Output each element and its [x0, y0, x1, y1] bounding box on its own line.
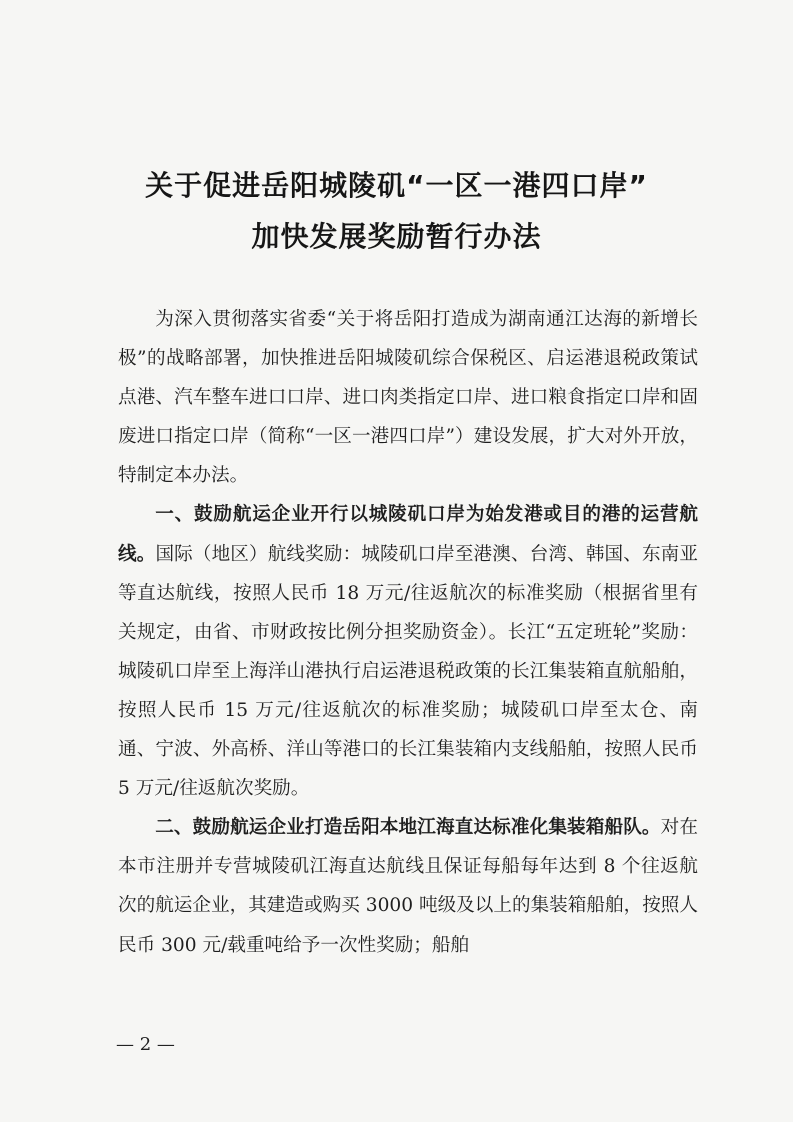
document-body: [118, 300, 698, 965]
title-line-2: 加快发展奖励暂行办法: [251, 220, 542, 253]
intro-paragraph: 为深入贯彻落实省委“关于将岳阳打造成为湖南通江达海的新增长极”的战略部署，加快推进岳阳城陵矶综合保税区、启运港退税政策试点港、汽车整车进口口岸、进口肉类指定口岸、进口粮食指定口岸和固废进口指定口岸（简称“一区一港四口岸”）建设发展，扩大对外开放，特制定本办法。: [118, 309, 698, 487]
section-1-body: 国际（地区）航线奖励：城陵矶口岸至港澳、台湾、韩国、东南亚等直达航线，按照人民币 18 万元/往返航次的标准奖励（根据省里有关规定，由省、市财政按比例分担奖励资金）。长江“五定班轮”奖励：城陵矶口岸至上海洋山港执行启运港退税政策的长江集装箱直航船舶，按照人民币 15 万元/往返航次的标准奖励；城陵矶口岸至太仓、南通、宁波、外高桥、洋山等港口的长江集装箱内支线船舶，按照人民币 5 万元/往返航次奖励。: [118, 543, 698, 800]
section-1-paragraph: [118, 495, 698, 808]
title-line-1: 关于促进岳阳城陵矶“一区一港四口岸”: [145, 169, 648, 202]
page-number: — 2 —: [116, 1034, 175, 1055]
section-2-paragraph: [118, 808, 698, 964]
section-1-heading: 一、鼓励航运企业开行以城陵矶口岸为始发港或目的港的运营航线。: [118, 504, 698, 565]
section-2-body: 对在本市注册并专营城陵矶江海直达航线且保证每船每年达到 8 个往返航次的航运企业，其建造或购买 3000 吨级及以上的集装箱船舶，按照人民币 300 元/载重吨给予一次性奖励；船舶: [118, 817, 698, 956]
section-2-heading: 二、鼓励航运企业打造岳阳本地江海直达标准化集装箱船队。: [155, 817, 661, 839]
